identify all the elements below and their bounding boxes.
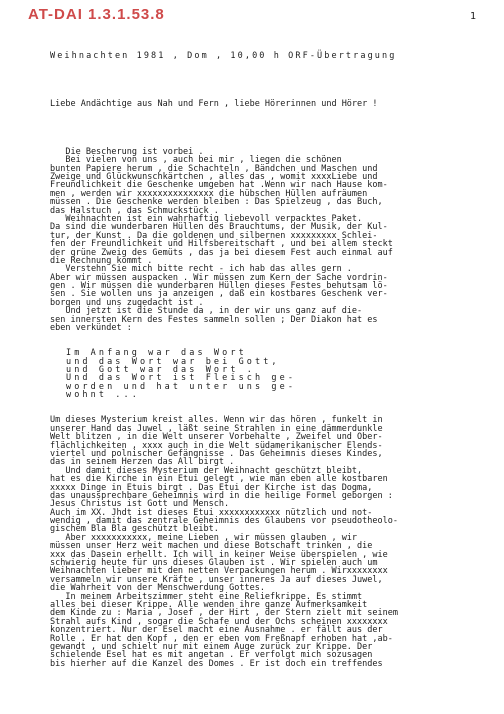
text-line: Und jetzt ist die Stunde da , in der wir uns ganz auf die- [50,306,363,317]
text-line: Die Bescherung ist vorbei . [50,146,204,157]
text-line: gewandt , und schielt nur mit einem Auge zurück zur Krippe. Der [50,641,373,652]
text-line: sen . Sie wollen uns ja anzeigen , daß ein kostbares Geschenk ver- [50,289,388,300]
page-number: 1 [470,11,477,22]
text-block-1 [50,148,490,333]
text-line: tur, der Kunst . Da die goldenen und silbernen xxxxxxxxx Schlei- [50,230,378,241]
text-line: und Gott war das Wort . [66,365,256,376]
text-line: das Halstuch , das Schmuckstück . [50,205,219,216]
text-line: viertel und polnischer Gefängnisse . Das Geheimnis dieses Kindes, [50,448,383,459]
text-block-2 [50,416,490,668]
text-line: wendig , damit das zentrale Geheimnis des Glaubens vor pseudotheolo- [50,516,398,527]
text-line: In meinem Arbeitszimmer steht eine Reliefkrippe. Es stimmt [50,591,363,602]
text-line: schwierig heute für uns dieses Glauben ist . Wir spielen auch um [50,558,378,569]
text-line: Weihnachten lieber mit den netten Verpackungen herum . Wirxxxxxxxx [50,566,388,577]
text-line: Und das Wort ist Fleisch ge- [66,373,297,384]
text-line: Bei vielen von uns , auch bei mir , liegen die schönen [50,155,342,166]
text-line: der grüne Zweig des Gemüts , das ja bei diesem Fest auch einmal auf [50,247,393,258]
text-line: fen der Freundlichkeit und Hilfsbereitschaft , und bei allem steckt [50,239,393,250]
scripture-quote [50,349,490,399]
text-line: wohnt ... [66,390,140,401]
text-line: Verstehn Sie mich bitte recht - ich hab das alles gern . [50,264,352,275]
text-line: dem Kinde zu : Maria , Josef , der Hirt , der Stern zielt mit seinem [50,608,398,619]
text-line: Jesus Christus ist Gott und Mensch. [50,499,230,510]
text-line: die Wahrheit von der Menschwerdung Gottes. [50,583,265,594]
archive-stamp: AT-DAI 1.3.1.53.8 [28,6,165,23]
text-line: hat es die Kirche in ein Etui gelegt , wie man eben alle kostbaren [50,474,388,485]
text-line: versammeln wir unsere Kräfte , unser inneres Ja auf dieses Juwel, [50,574,383,585]
text-line: Da sind die wunderbaren Hüllen des Brauchtums, der Musik, der Kul- [50,222,388,233]
text-line: und das Wort war bei Gott, [66,356,280,367]
text-line: xxxxx Dinge in Etuis birgt . Das Etui der Kirche ist das Dogma, [50,482,373,493]
text-line: Weihnachten ist ein wahrhaftig liebevoll verpacktes Paket. [50,213,363,224]
text-line: flächlichkeiten , xxxx auch in die Welt südamerikanischer Elends- [50,440,383,451]
text-line: Und damit dieses Mysterium der Weihnacht geschützt bleibt, [50,465,363,476]
text-line: unserer Hand das Juwel , läßt seine Strahlen in eine dämmerdunkle [50,423,383,434]
text-line: alles bei dieser Krippe. Alle wenden ihre ganze Aufmerksamkeit [50,600,368,610]
salutation: Liebe Andächtige aus Nah und Fern , liebe Hörerinnen und Hörer ! [50,98,378,109]
text-line: Freundlichkeit die Geschenke umgeben hat .Wenn wir nach Hause kom- [50,180,388,191]
text-line: die Rechnung kommt . [50,255,153,266]
text-line: Aber xxxxxxxxxxx, meine Lieben , wir müssen glauben , wir [50,532,358,543]
text-line: bis hierher auf die Kanzel des Domes . Er ist doch ein treffendes [50,658,383,669]
text-line: xxx das Dasein erhellt. Ich will in keiner Weise überspielen , wie [50,549,388,560]
heading: Weihnachten 1981 , Dom , 10,00 h ORF-Übertragung [50,50,397,61]
text-line: Aber wir müssen auspacken . Wir müssen zum Kern der Sache vordrin- [50,272,388,283]
sermon-text [50,35,490,685]
text-line: konzentriert. Nur der Esel macht eine Ausnahme . er fällt aus der [50,625,383,636]
text-line: borgen und uns zugedacht ist . [50,297,204,308]
text-line: Strahl aufs Kind , sogar die Schafe und der Ochs scheinen xxxxxxxx [50,616,388,627]
text-line: Um dieses Mysterium kreist alles. Wenn wir das hören , funkelt in [50,415,383,426]
text-line: worden und hat unter uns ge- [66,381,297,392]
text-line: Rolle . Er hat den Kopf , den er eben vom Freßnapf erhoben hat ,ab- [50,633,393,644]
text-line: Auch im XX. Jhdt ist dieses Etui xxxxxxxxxxxx nützlich und not- [50,507,373,518]
text-line: bunten Papiere herum , die Schachteln , Bändchen und Maschen und [50,163,378,174]
text-line: das in seinem Herzen das All birgt . [50,457,235,468]
text-line: müssen . Die Geschenke werden bleiben : Das Spielzeug , das Buch, [50,197,383,208]
text-line: müssen unser Herz weit machen und diese Botschaft trinken , die [50,541,373,552]
text-line: gen . Wir müssen die wunderbaren Hüllen dieses Festes behutsam lö- [50,281,388,292]
text-line: Zweige und Glückwunschkärtchen , alles das , womit xxxxLiebe und [50,172,378,183]
text-line: das unaussprechbare Geheimnis wird in die heilige Formel geborgen : [50,490,393,501]
text-line: Welt blitzen , in die Welt unserer Vorbehalte , Zweifel und Ober- [50,432,383,443]
text-line: men , werden wir xxxxxxxxxxxxxxx die hübschen Hüllen aufräumen [50,188,368,199]
text-line: eben verkündet : [50,323,132,334]
text-line: Im Anfang war das Wort [66,348,247,359]
text-line: gischem Bla Bla geschützt bleibt. [50,524,219,535]
text-line: schielende Esel hat es mit angetan . Er verfolgt mich sozusagen [50,650,373,661]
text-line: sen innersten Kern des Festes sammeln sollen ; Der Diakon hat es [50,314,378,325]
